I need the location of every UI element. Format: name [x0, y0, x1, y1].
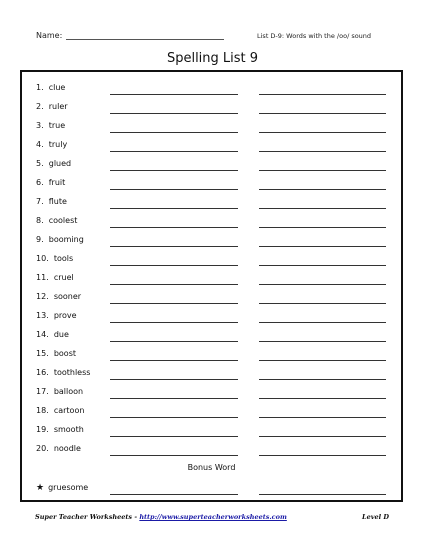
- star-icon: ★: [36, 483, 45, 493]
- word-row: [22, 401, 401, 420]
- word-text: smooth: [53, 425, 84, 434]
- word-number: 14.: [36, 330, 49, 339]
- spelling-word: [36, 140, 67, 149]
- word-row: [22, 268, 401, 287]
- word-row: [22, 116, 401, 135]
- answer-line-1[interactable]: [110, 227, 238, 228]
- word-row: [22, 287, 401, 306]
- bonus-word-label: Bonus Word: [187, 463, 236, 472]
- answer-line-2[interactable]: [259, 379, 386, 380]
- word-text: prove: [53, 311, 77, 320]
- answer-line-1[interactable]: [110, 436, 238, 437]
- answer-line-2[interactable]: [259, 189, 386, 190]
- answer-line-2[interactable]: [259, 227, 386, 228]
- word-number: 12.: [36, 292, 49, 301]
- word-number: 1.: [36, 83, 44, 92]
- word-row: [22, 325, 401, 344]
- word-text: balloon: [53, 387, 84, 396]
- answer-line-1[interactable]: [110, 341, 238, 342]
- answer-line-1[interactable]: [110, 379, 238, 380]
- word-number: 19.: [36, 425, 49, 434]
- footer-site-name: Super Teacher Worksheets: [35, 513, 133, 521]
- answer-line-1[interactable]: [110, 170, 238, 171]
- answer-line-2[interactable]: [259, 341, 386, 342]
- spelling-word: [36, 216, 77, 225]
- spelling-word: [36, 387, 83, 396]
- word-row: [22, 211, 401, 230]
- list-description: List D-9: Words with the /oo/ sound: [257, 32, 372, 40]
- word-row: [22, 344, 401, 363]
- name-field: [36, 31, 224, 40]
- word-row: [22, 97, 401, 116]
- answer-line-1[interactable]: [110, 94, 238, 95]
- answer-line-2[interactable]: [259, 455, 386, 456]
- answer-line-2[interactable]: [259, 322, 386, 323]
- answer-line-1[interactable]: [110, 189, 238, 190]
- word-row: [22, 192, 401, 211]
- word-row: [22, 439, 401, 458]
- spelling-word: [36, 330, 69, 339]
- word-number: 11.: [36, 273, 49, 282]
- word-text: fruit: [48, 178, 66, 187]
- spelling-word: [36, 311, 77, 320]
- answer-line-1[interactable]: [110, 132, 238, 133]
- word-row: [22, 78, 401, 97]
- word-number: 20.: [36, 444, 49, 453]
- word-text: truly: [48, 140, 68, 149]
- word-number: 5.: [36, 159, 44, 168]
- answer-line-2[interactable]: [259, 265, 386, 266]
- bonus-word-text: gruesome: [48, 483, 89, 492]
- bonus-row: [22, 478, 401, 497]
- spelling-word: [36, 406, 84, 415]
- footer-separator: -: [132, 513, 140, 521]
- spelling-box: [20, 70, 403, 502]
- spelling-word: [36, 292, 81, 301]
- answer-line-1[interactable]: [110, 284, 238, 285]
- word-row: [22, 154, 401, 173]
- word-text: clue: [48, 83, 66, 92]
- bonus-word: [36, 483, 88, 493]
- word-text: true: [48, 121, 66, 130]
- answer-line-2[interactable]: [259, 113, 386, 114]
- answer-line-1[interactable]: [110, 113, 238, 114]
- spelling-word: [36, 368, 90, 377]
- word-text: cruel: [53, 273, 74, 282]
- word-row: [22, 306, 401, 325]
- answer-line-2[interactable]: [259, 494, 386, 495]
- word-row: [22, 230, 401, 249]
- word-number: 4.: [36, 140, 44, 149]
- word-row: [22, 249, 401, 268]
- answer-line-1[interactable]: [110, 455, 238, 456]
- answer-line-2[interactable]: [259, 284, 386, 285]
- answer-line-2[interactable]: [259, 94, 386, 95]
- spelling-word: [36, 197, 67, 206]
- spelling-word: [36, 102, 68, 111]
- word-number: 17.: [36, 387, 49, 396]
- word-row: [22, 173, 401, 192]
- page-title: Spelling List 9: [166, 51, 259, 66]
- spelling-word: [36, 254, 73, 263]
- answer-line-2[interactable]: [259, 151, 386, 152]
- word-text: glued: [48, 159, 72, 168]
- footer-level: Level D: [362, 513, 389, 521]
- answer-line-1[interactable]: [110, 494, 238, 495]
- answer-line-2[interactable]: [259, 208, 386, 209]
- answer-line-2[interactable]: [259, 417, 386, 418]
- word-row: [22, 363, 401, 382]
- answer-line-1[interactable]: [110, 322, 238, 323]
- answer-line-2[interactable]: [259, 303, 386, 304]
- spelling-word: [36, 444, 81, 453]
- word-text: cartoon: [53, 406, 85, 415]
- word-text: due: [53, 330, 69, 339]
- answer-line-1[interactable]: [110, 265, 238, 266]
- word-text: boost: [53, 349, 76, 358]
- word-number: 9.: [36, 235, 44, 244]
- word-text: flute: [48, 197, 67, 206]
- answer-line-1[interactable]: [110, 303, 238, 304]
- answer-line-2[interactable]: [259, 398, 386, 399]
- word-number: 10.: [36, 254, 49, 263]
- word-number: 3.: [36, 121, 44, 130]
- word-text: sooner: [53, 292, 82, 301]
- word-number: 13.: [36, 311, 49, 320]
- word-text: noodle: [53, 444, 81, 453]
- word-row: [22, 382, 401, 401]
- spelling-word: [36, 349, 76, 358]
- footer-credit: [35, 513, 287, 521]
- word-number: 6.: [36, 178, 44, 187]
- word-row: [22, 135, 401, 154]
- answer-line-1[interactable]: [110, 151, 238, 152]
- word-text: coolest: [48, 216, 78, 225]
- answer-line-2[interactable]: [259, 360, 386, 361]
- answer-line-2[interactable]: [259, 170, 386, 171]
- spelling-word: [36, 273, 74, 282]
- spelling-word: [36, 178, 65, 187]
- answer-line-1[interactable]: [110, 246, 238, 247]
- word-text: ruler: [48, 102, 68, 111]
- word-number: 15.: [36, 349, 49, 358]
- answer-line-1[interactable]: [110, 417, 238, 418]
- word-text: tools: [53, 254, 74, 263]
- word-number: 7.: [36, 197, 44, 206]
- word-number: 18.: [36, 406, 49, 415]
- word-number: 8.: [36, 216, 44, 225]
- spelling-word: [36, 425, 84, 434]
- spelling-word: [36, 121, 65, 130]
- answer-line-1[interactable]: [110, 360, 238, 361]
- answer-line-2[interactable]: [259, 132, 386, 133]
- answer-line-1[interactable]: [110, 398, 238, 399]
- spelling-word: [36, 83, 65, 92]
- word-row: [22, 420, 401, 439]
- answer-line-1[interactable]: [110, 208, 238, 209]
- spelling-word: [36, 235, 84, 244]
- spelling-word: [36, 159, 71, 168]
- word-number: 2.: [36, 102, 44, 111]
- footer-url-link[interactable]: http://www.superteacherworksheets.com: [139, 513, 287, 521]
- word-text: booming: [48, 235, 84, 244]
- name-label: Name:: [36, 31, 63, 40]
- word-number: 16.: [36, 368, 49, 377]
- answer-line-2[interactable]: [259, 246, 386, 247]
- answer-line-2[interactable]: [259, 436, 386, 437]
- name-line[interactable]: [66, 31, 224, 40]
- word-text: toothless: [53, 368, 91, 377]
